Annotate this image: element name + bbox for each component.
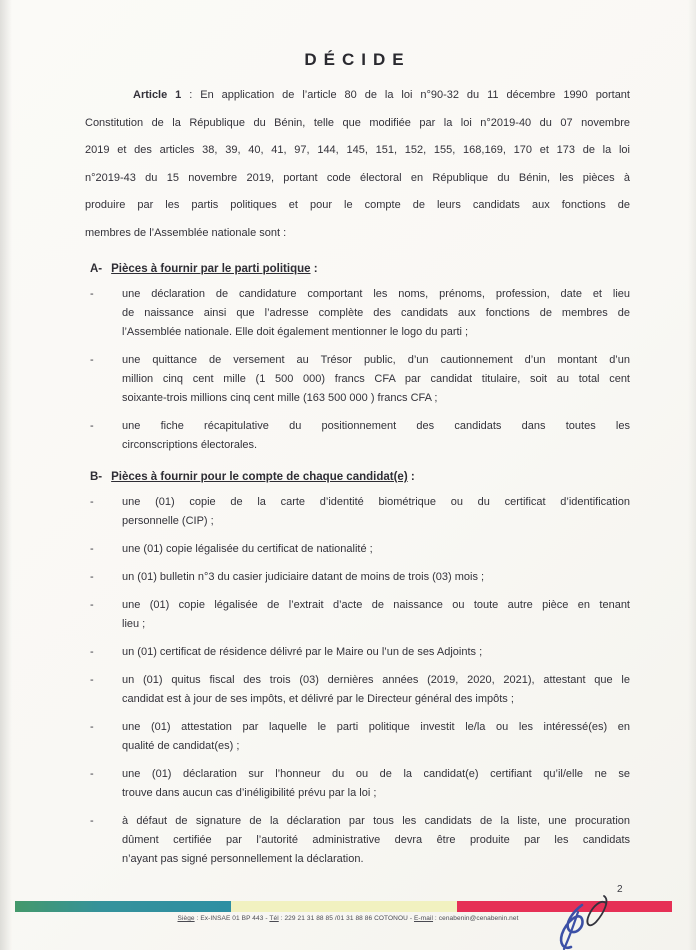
list-item [85,540,630,559]
flag-yellow-segment [231,901,457,912]
item-line: un (01) certificat de résidence délivré par le Maire ou l’un de ses Adjoints ; [122,646,483,658]
item-line: de naissance ainsi que l’adresse complète des candidats aux fonctions de membres de [122,307,630,319]
article-1-paragraph [85,82,630,247]
item-line: une quittance de versement au Trésor public, d’un cautionnement d’un montant d’un [122,354,630,366]
list-item [85,493,630,531]
item-line: candidat est à jour de ses impôts, et délivré par le Directeur général des impôts ; [122,693,514,705]
list-item [85,568,630,587]
email-value: : cenabenin@cenabenin.net [433,915,519,922]
dash-marker: - [90,721,94,733]
item-line: une (01) copie légalisée du certificat de nationalité ; [122,543,373,555]
item-line: une fiche récapitulative du positionnement des candidats dans toutes les [122,420,630,432]
section-b-title: Pièces à fournir pour le compte de chaque candidat(e) [111,471,408,483]
paragraph-line: Constitution de la République du Bénin, telle que modifiée par la loi n°2019-40 du 07 novembre [85,116,630,129]
dash-marker: - [90,288,94,300]
item-line: une (01) copie de la carte d’identité biométrique ou du certificat d’identification [122,496,630,508]
item-line: trouve dans aucun cas d’inéligibilité prévu par la loi ; [122,787,377,799]
list-item [85,643,630,662]
section-a-prefix: A- [90,263,103,275]
item-line: qualité de candidat(es) ; [122,740,240,752]
item-line: un (01) quitus fiscal des trois (03) dernières années (2019, 2020, 2021), attestant que le [122,674,630,686]
paragraph-line: produire par les partis politiques et pour le compte de leurs candidats aux fonctions de [85,199,630,211]
list-item [85,351,630,408]
list-item [85,285,630,342]
tel-label: Tél [269,915,279,922]
list-item [85,718,630,756]
list-item [85,596,630,634]
item-line: l’Assemblée nationale. Elle doit également mentionner le logo du parti ; [122,326,469,338]
item-line: une déclaration de candidature comportant les noms, prénoms, profession, date et lieu [122,288,630,300]
paragraph-line: n°2019-43 du 15 novembre 2019, portant code électoral en République du Bénin, les pièces à [85,171,630,184]
dash-marker: - [90,768,94,780]
section-b-heading [90,471,630,483]
section-a-title: Pièces à fournir par le parti politique [111,263,311,275]
dash-marker: - [90,571,94,583]
section-b-colon: : [407,471,415,483]
item-line: n’ayant pas signé personnellement la déclaration. [122,853,364,865]
article-1-label: Article 1 [133,89,182,101]
dash-marker: - [90,354,94,366]
item-line: million cinq cent mille (1 500 000) francs CFA par candidat titulaire, soit au total cent [122,373,630,385]
section-b-list [85,493,630,869]
item-line: une (01) copie légalisée de l’extrait d’acte de naissance ou toute autre pièce en tenant [122,599,630,611]
dash-marker: - [90,599,94,611]
section-a-list [85,285,630,455]
paragraph-line: membres de l’Assemblée nationale sont : [85,226,287,239]
document-content [85,0,630,878]
dash-marker: - [90,646,94,658]
siege-label: Siège [177,915,195,922]
email-label: E-mail [414,915,434,922]
flag-green-teal-segment [15,901,231,912]
item-line: à défaut de signature de la déclaration par tous les candidats de la liste, une procuration [122,815,630,827]
item-line: soixante-trois millions cinq cent mille (163 500 000 ) francs CFA ; [122,392,438,404]
paragraph-line [85,82,630,110]
dash-marker: - [90,543,94,555]
dash-marker: - [90,674,94,686]
list-item [85,765,630,803]
item-line: circonscriptions électorales. [122,439,258,451]
tel-value: : 229 21 31 88 85 /01 31 88 86 COTONOU - [278,915,414,922]
siege-value: : Ex-INSAE 01 BP 443 - [194,915,270,922]
item-line: dûment certifiée par l’autorité administrative devra être produite par les candidats [122,834,630,846]
dash-marker: - [90,815,94,827]
paragraph-text: : En application de l’article 80 de la loi n°90-32 du 11 décembre 1990 portant [181,89,630,101]
document-title: DÉCIDE [304,50,411,69]
item-line: un (01) bulletin n°3 du casier judiciaire datant de moins de trois (03) mois ; [122,571,485,583]
section-a-heading [90,263,630,275]
page-number: 2 [617,884,623,895]
list-item [85,812,630,869]
list-item [85,671,630,709]
paragraph-line: 2019 et des articles 38, 39, 40, 41, 97, 144, 145, 151, 152, 155, 168,169, 170 et 173 de la loi [85,144,630,156]
item-line: lieu ; [122,618,146,630]
handwritten-signature [528,878,658,950]
dash-marker: - [90,496,94,508]
item-line: une (01) attestation par laquelle le parti politique investit le/la ou les intéressé(es) en [122,721,630,733]
list-item [85,417,630,455]
section-a-colon: : [310,263,318,275]
section-b-prefix: B- [90,471,103,483]
dash-marker: - [90,420,94,432]
item-line: personnelle (CIP) ; [122,515,214,527]
item-line: une (01) déclaration sur l’honneur du ou de la candidat(e) certifiant qu’il/elle ne se [122,768,630,780]
